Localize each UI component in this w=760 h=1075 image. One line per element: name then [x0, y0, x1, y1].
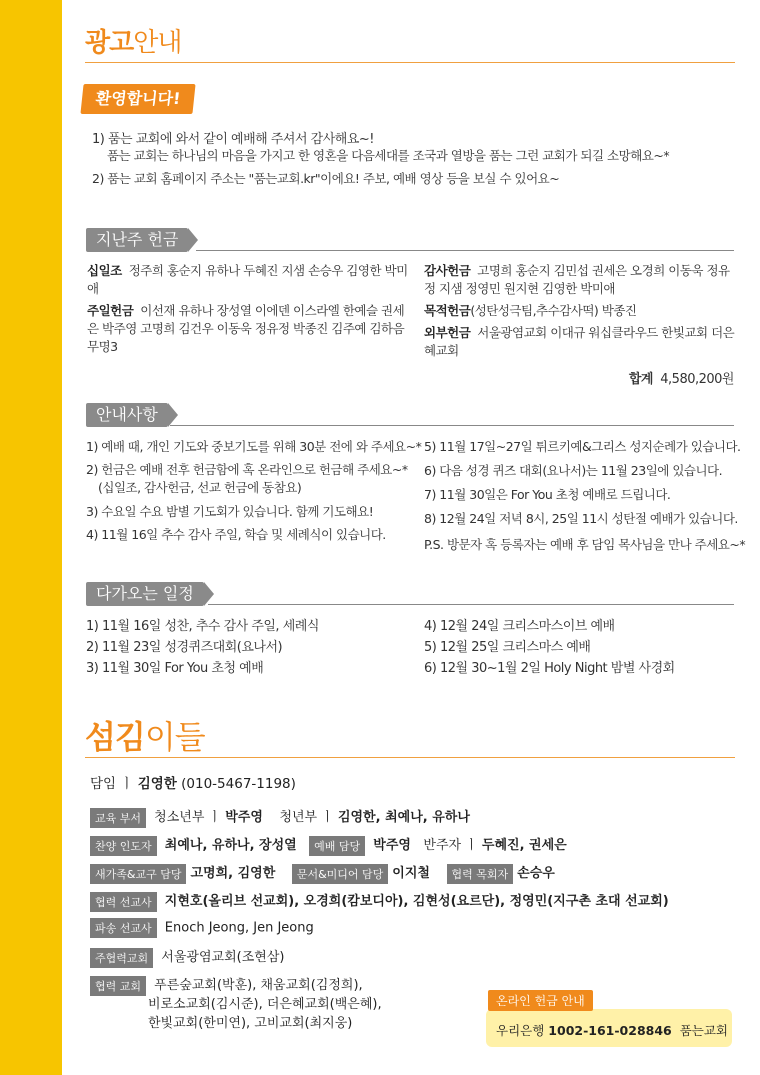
- edu-youth-text: 청소년부 ㅣ: [154, 810, 226, 825]
- online-bank: 우리은행: [496, 1023, 545, 1038]
- schedule-3: 3) 11월 30일 For You 초청 예배: [86, 661, 264, 676]
- offering-external: [424, 324, 736, 360]
- assoc-pastor-label: 협력 목회자: [447, 864, 514, 884]
- pastor-name: 김영한: [137, 776, 177, 792]
- left-sidebar-bar: [0, 0, 62, 1075]
- notice-1: 1) 예배 때, 개인 기도와 중보기도를 위해 30분 전에 와 주세요~*: [86, 439, 422, 454]
- notice-6: 6) 다음 성경 퀴즈 대회(요나서)는 11월 23일에 있습니다.: [424, 463, 723, 478]
- offering-thanks-label: 감사헌금: [424, 263, 471, 278]
- offering-sunday-names: 이선재 유하나 장성열 이에덴 이스라엘 한예슬 권세은 박주영 고명희 김건우 이동욱 정유정 박종진 김주예 김하음 무명3: [87, 303, 405, 354]
- assoc-pastor-name: 손승우: [517, 866, 555, 881]
- edu-young-adult-text: 청년부 ㅣ: [279, 810, 338, 825]
- pastor-phone: (010-5467-1198): [181, 776, 296, 792]
- notices-divider: [170, 425, 734, 426]
- notice-5: 5) 11월 17일~27일 튀르키예&그리스 성지순례가 있습니다.: [424, 439, 741, 454]
- offering-divider: [196, 250, 734, 251]
- ad-item-1-detail: 품는 교회는 하나님의 마음을 가지고 한 영혼을 다음세대를 조국과 열방을 품는 그런 교회가 되길 소망해요~*: [107, 148, 670, 163]
- pastor-label: 담임 ㅣ: [90, 776, 134, 792]
- sent-missionary-names: Enoch Jeong, Jen Jeong: [164, 920, 314, 936]
- offering-total-label: 합계: [628, 372, 653, 387]
- schedule-1: 1) 11월 16일 성찬, 추수 감사 주일, 세례식: [86, 619, 319, 634]
- offering-purpose: [424, 302, 736, 320]
- offering-thanks: [424, 262, 736, 298]
- family-media-row: [90, 862, 555, 884]
- offering-right-column: [424, 262, 736, 360]
- main-partner-church: 서울광염교회(조현삼): [161, 950, 285, 965]
- offering-thanks-names: 고명희 홍순지 김민섭 권세은 오경희 이동욱 정유정 지샘 정영민 원지현 김영한 박미애: [424, 263, 730, 296]
- schedule-2: 2) 11월 23일 성경퀴즈대회(요나서): [86, 640, 283, 655]
- online-account-number: 1002-161-028846: [548, 1023, 672, 1038]
- ad-item-1: 1) 품는 교회에 와서 같이 예배해 주셔서 감사해요~!: [92, 132, 374, 147]
- servants-title-bold: 섬김: [85, 718, 145, 756]
- media-label: 문서&미디어 담당: [292, 864, 388, 884]
- servants-section-title: [85, 712, 205, 758]
- notice-2: 2) 헌금은 예배 전후 헌금함에 혹 온라인으로 헌금해 주세요~*: [86, 462, 408, 477]
- ads-divider: [85, 62, 735, 63]
- schedule-tag: 다가오는 일정: [86, 582, 204, 606]
- missionary-label: 협력 선교사: [90, 892, 157, 912]
- accompanist-names: 두혜진, 권세은: [481, 838, 567, 853]
- online-offering-tag: 온라인 헌금 안내: [488, 990, 593, 1011]
- schedule-divider: [208, 604, 734, 605]
- partner-churches-label: 협력 교회: [90, 976, 146, 996]
- notices-tag: 안내사항: [86, 403, 168, 427]
- edu-youth-name: 박주영: [225, 810, 263, 825]
- family-names: 고명희, 김영한: [190, 866, 276, 881]
- offering-left-column: [87, 262, 412, 356]
- missionary-row: [90, 890, 669, 912]
- offering-external-label: 외부헌금: [424, 325, 471, 340]
- partner-churches-line-1: 푸른숲교회(박훈), 채움교회(김정희),: [154, 978, 363, 993]
- notice-7: 7) 11월 30일은 For You 초청 예배로 드립니다.: [424, 487, 671, 502]
- main-partner-row: [90, 946, 284, 968]
- notice-3: 3) 수요일 수요 밤별 기도회가 있습니다. 함께 기도해요!: [86, 504, 374, 519]
- schedule-4: 4) 12월 24일 크리스마스이브 예배: [424, 619, 615, 634]
- main-partner-label: 주협력교회: [90, 948, 153, 968]
- praise-label: 찬양 인도자: [90, 836, 157, 856]
- edu-row: [90, 806, 470, 828]
- accompanist-text: 반주자 ㅣ: [423, 838, 482, 853]
- notice-ps: P.S. 방문자 혹 등록자는 예배 후 담임 목사님을 만나 주세요~*: [424, 537, 746, 552]
- worship-name: 박주영: [373, 838, 411, 853]
- sent-missionary-row: [90, 918, 314, 938]
- servants-title-light: 이들: [144, 718, 205, 756]
- partner-churches-line-3: 한빛교회(한미연), 고비교회(최지웅): [148, 1016, 353, 1031]
- ad-item-2: 2) 품는 교회 홈페이지 주소는 "품는교회.kr"이에요! 주보, 예배 영상 등을 보실 수 있어요~: [92, 171, 560, 186]
- schedule-6: 6) 12월 30~1월 2일 Holy Night 밤별 사경회: [424, 661, 675, 676]
- offering-sunday: [87, 302, 412, 356]
- partner-churches-line-2: 비로소교회(김시준), 더은혜교회(백은혜),: [148, 997, 382, 1012]
- ads-title-light: 안내: [133, 28, 182, 58]
- ads-title-bold: 광고: [85, 28, 134, 58]
- family-label: 새가족&교구 담당: [90, 864, 186, 884]
- offering-purpose-label: 목적헌금: [424, 303, 471, 318]
- praise-row: [90, 834, 567, 856]
- media-name: 이지철: [392, 866, 430, 881]
- notice-2-detail: (십일조, 감사헌금, 선교 헌금에 동참요): [98, 480, 302, 495]
- online-account-holder: 품는교회: [679, 1023, 729, 1038]
- offering-total: [629, 368, 734, 387]
- edu-young-adult-names: 김영한, 최예나, 유하나: [337, 810, 470, 825]
- sent-missionary-label: 파송 선교사: [90, 918, 157, 938]
- missionary-names: 지현호(올리브 선교회), 오경희(캄보디아), 김현성(요르단), 정영민(지구촌 초대 선교회): [164, 894, 669, 909]
- offering-purpose-names: (성탄성극팀,추수감사떡) 박종진: [470, 303, 637, 318]
- offering-tithe-names: 정주희 홍순지 유하나 두혜진 지샘 손승우 김영한 박미애: [87, 263, 408, 296]
- offering-total-amount: 4,580,200원: [660, 372, 734, 387]
- worship-label: 예배 담당: [309, 836, 365, 856]
- schedule-5: 5) 12월 25일 크리스마스 예배: [424, 640, 591, 655]
- online-offering-box: [486, 1009, 732, 1047]
- offering-tithe: [87, 262, 412, 298]
- notice-4: 4) 11월 16일 추수 감사 주일, 학습 및 세례식이 있습니다.: [86, 527, 386, 542]
- praise-names: 최예나, 유하나, 장성열: [164, 838, 297, 853]
- ads-section-title: [85, 22, 181, 59]
- welcome-banner: 환영합니다!: [80, 84, 195, 114]
- offering-tithe-label: 십일조: [87, 263, 122, 278]
- edu-label: 교육 부서: [90, 808, 146, 828]
- pastor-row: [90, 772, 296, 792]
- offering-external-names: 서울광염교회 이대규 워십클라우드 한빛교회 더은혜교회: [424, 325, 735, 358]
- servants-divider: [85, 757, 735, 758]
- notice-8: 8) 12월 24일 저녁 8시, 25일 11시 성탄절 예배가 있습니다.: [424, 511, 738, 526]
- online-offering-account: [496, 1021, 728, 1039]
- offering-sunday-label: 주일헌금: [87, 303, 134, 318]
- offering-tag: 지난주 헌금: [86, 228, 188, 252]
